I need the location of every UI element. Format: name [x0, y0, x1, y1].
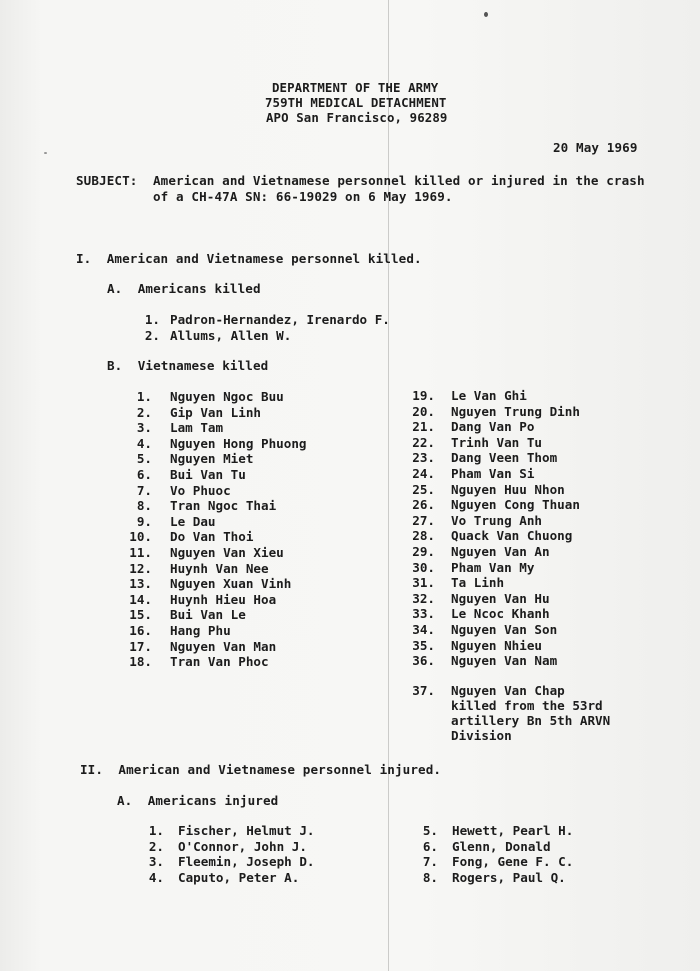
list-number: 2. — [136, 404, 152, 420]
list-number: 3. — [148, 854, 164, 869]
list-name: Tran Ngoc Thai — [170, 498, 277, 514]
americans-injured-heading: A. Americans injured — [117, 793, 279, 808]
list-name: Nguyen Xuan Vinh — [170, 576, 292, 592]
letterhead-unit: 759TH MEDICAL DETACHMENT — [265, 95, 447, 110]
list-name: Nguyen Hong Phuong — [170, 435, 307, 451]
list-number: 22. — [412, 434, 435, 450]
list-name: Nguyen Trung Dinh — [451, 403, 580, 419]
subject-line-1: American and Vietnamese personnel killed or injured in the crash — [153, 173, 645, 188]
list-number: 2. — [148, 838, 164, 854]
list-number: 36. — [412, 653, 435, 669]
list-name: Le Ncoc Khanh — [451, 606, 550, 622]
list-number: 34. — [412, 622, 435, 637]
list-number: 1. — [148, 823, 164, 838]
list-name: Do Van Thoi — [170, 529, 254, 545]
list-name: Huynh Hieu Hoa — [170, 591, 277, 607]
list-number: 6. — [136, 467, 152, 482]
list-name: Nguyen Huu Nhon — [451, 481, 565, 497]
list-name: Lam Tam — [170, 420, 224, 436]
list-number: 2. — [144, 327, 160, 343]
list-number: 5. — [422, 823, 438, 838]
list-number: 4. — [136, 435, 152, 451]
subject-line-2: of a CH-47A SN: 66-19029 on 6 May 1969. — [153, 189, 453, 204]
list-name: Nguyen Van Hu — [451, 590, 550, 606]
list-name: Nguyen Van Xieu — [170, 545, 284, 560]
list-name: Nguyen Cong Thuan — [451, 497, 580, 513]
list-name: Hewett, Pearl H. — [452, 823, 574, 838]
list-number: 8. — [422, 869, 438, 885]
list-name: Nguyen Miet — [170, 451, 254, 467]
list-name: O'Connor, John J. — [178, 838, 307, 854]
subject-label: SUBJECT: — [76, 173, 138, 188]
list-number: 15. — [129, 607, 152, 623]
list-name: Nguyen Van Nam — [451, 653, 558, 669]
list-name: Le Dau — [170, 513, 216, 529]
list-number: 26. — [412, 497, 435, 513]
list-name: Fong, Gene F. C. — [452, 854, 574, 869]
list-number: 10. — [129, 529, 152, 545]
list-name: Allums, Allen W. — [170, 327, 292, 343]
list-number: 30. — [412, 559, 435, 575]
list-number: 20. — [412, 403, 435, 419]
list-number: 31. — [412, 575, 435, 591]
list-name: Nguyen Van An — [451, 544, 550, 559]
list-name: Nguyen Nhieu — [451, 637, 542, 653]
list-number: 17. — [129, 638, 152, 654]
document-date: 20 May 1969 — [553, 140, 638, 155]
extra-entry-line-2: killed from the 53rd — [451, 698, 603, 713]
list-number: 18. — [129, 654, 152, 670]
list-name: Huynh Van Nee — [170, 560, 269, 576]
list-name: Rogers, Paul Q. — [452, 869, 566, 885]
list-number: 16. — [129, 623, 152, 638]
page-fold-line — [388, 0, 389, 971]
list-number: 27. — [412, 512, 435, 528]
list-name: Fischer, Helmut J. — [178, 823, 315, 838]
list-number: 13. — [129, 576, 152, 592]
list-name: Le Van Ghi — [451, 388, 527, 403]
list-number: 11. — [129, 545, 152, 560]
list-number: 14. — [129, 591, 152, 607]
vietnamese-killed-heading: B. Vietnamese killed — [107, 358, 269, 373]
list-name: Caputo, Peter A. — [178, 869, 300, 885]
letterhead-department: DEPARTMENT OF THE ARMY — [272, 80, 439, 95]
extra-entry-line-4: Division — [451, 728, 512, 743]
paper-speck — [44, 152, 47, 154]
section-2-heading: II. American and Vietnamese personnel injured. — [80, 762, 442, 777]
list-name: Trinh Van Tu — [451, 434, 542, 450]
list-name: Dang Veen Thom — [451, 450, 558, 466]
list-name: Vo Phuoc — [170, 482, 231, 498]
list-name: Dang Van Po — [451, 419, 535, 435]
list-number: 8. — [136, 498, 152, 514]
list-name: Hang Phu — [170, 623, 231, 638]
list-number: 19. — [412, 388, 435, 403]
list-name: Nguyen Van Son — [451, 622, 558, 637]
list-name: Bui Van Tu — [170, 467, 246, 482]
list-number: 37. — [412, 683, 435, 698]
list-name: Pham Van Si — [451, 466, 535, 481]
list-number: 12. — [129, 560, 152, 576]
list-number: 25. — [412, 481, 435, 497]
list-name: Tran Van Phoc — [170, 654, 269, 670]
list-number: 21. — [412, 419, 435, 435]
list-number: 1. — [144, 312, 160, 327]
list-name: Padron-Hernandez, Irenardo F. — [170, 312, 390, 327]
list-number: 3. — [136, 420, 152, 436]
list-number: 6. — [422, 838, 438, 854]
list-number: 4. — [148, 869, 164, 885]
list-number: 9. — [136, 513, 152, 529]
list-name: Ta Linh — [451, 575, 505, 591]
extra-entry-line-3: artillery Bn 5th ARVN — [451, 713, 611, 728]
list-number: 35. — [412, 637, 435, 653]
list-number: 24. — [412, 466, 435, 481]
letterhead-address: APO San Francisco, 96289 — [266, 110, 448, 125]
list-number: 23. — [412, 450, 435, 466]
list-number: 1. — [136, 389, 152, 404]
list-name: Bui Van Le — [170, 607, 246, 623]
list-name: Glenn, Donald — [452, 838, 551, 854]
list-number: 5. — [136, 451, 152, 467]
list-number: 7. — [136, 482, 152, 498]
list-number: 33. — [412, 606, 435, 622]
list-number: 32. — [412, 590, 435, 606]
list-number: 29. — [412, 544, 435, 559]
list-number: 7. — [422, 854, 438, 869]
list-number: 28. — [412, 528, 435, 544]
list-name: Gip Van Linh — [170, 404, 261, 420]
list-name: Fleemin, Joseph D. — [178, 854, 315, 869]
section-1-heading: I. American and Vietnamese personnel killed. — [76, 251, 422, 266]
extra-entry-line-1: Nguyen Van Chap — [451, 683, 565, 698]
list-name: Nguyen Van Man — [170, 638, 277, 654]
list-name: Vo Trung Anh — [451, 512, 542, 528]
list-name: Pham Van My — [451, 559, 535, 575]
paper-speck — [484, 12, 488, 17]
americans-killed-heading: A. Americans killed — [107, 281, 261, 296]
list-name: Quack Van Chuong — [451, 528, 573, 544]
list-name: Nguyen Ngoc Buu — [170, 389, 284, 404]
